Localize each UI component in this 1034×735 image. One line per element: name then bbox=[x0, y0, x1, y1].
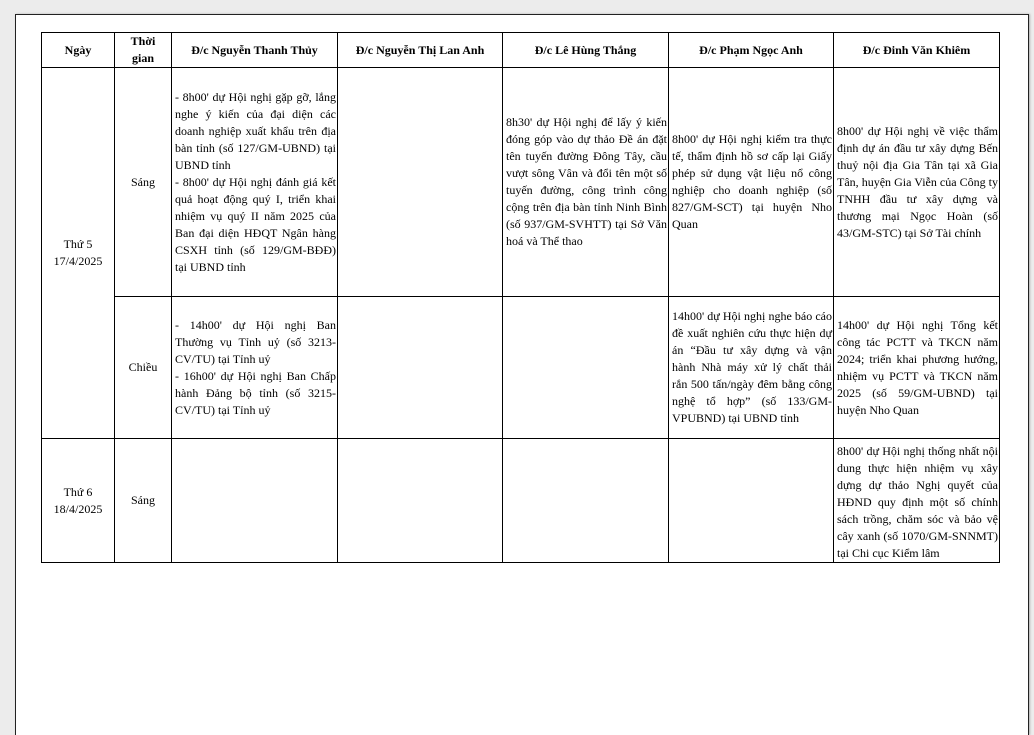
header-time bbox=[115, 33, 172, 68]
schedule-table bbox=[41, 32, 1000, 563]
day-cell-thu5 bbox=[42, 68, 115, 439]
session-cell: Sáng bbox=[115, 439, 172, 563]
schedule-cell bbox=[669, 439, 834, 563]
table-row bbox=[42, 68, 1000, 297]
schedule-cell: 8h30' dự Hội nghị để lấy ý kiến đóng góp vào dự thảo Đề án đặt tên tuyến đường Đông Tây, cầu vượt sông Vân và đổi tên một số tuyến đường, công trình công cộng trên địa bàn tỉnh Ninh Bình (số 937/GM-SVHTT) tại Sở Văn hoá và Thể thao bbox=[503, 68, 669, 297]
session-cell: Chiều bbox=[115, 297, 172, 439]
document-page bbox=[15, 14, 1029, 735]
header-person-3: Đ/c Lê Hùng Thắng bbox=[503, 33, 669, 68]
schedule-entry: - 14h00' dự Hội nghị Ban Thường vụ Tỉnh uỷ (số 3213-CV/TU) tại Tỉnh uỷ bbox=[175, 317, 336, 366]
schedule-cell bbox=[172, 68, 338, 297]
header-time-line1: Thời bbox=[130, 34, 156, 48]
session-cell: Sáng bbox=[115, 68, 172, 297]
table-row bbox=[42, 297, 1000, 439]
schedule-cell bbox=[503, 439, 669, 563]
day-name: Thứ 6 bbox=[63, 484, 93, 499]
day-name: Thứ 5 bbox=[63, 237, 93, 251]
header-day: Ngày bbox=[42, 33, 115, 68]
header-row bbox=[42, 33, 1000, 68]
day-date: 17/4/2025 bbox=[53, 254, 103, 268]
header-person-5: Đ/c Đinh Văn Khiêm bbox=[834, 33, 1000, 68]
table-row bbox=[42, 439, 1000, 563]
schedule-cell bbox=[172, 439, 338, 563]
schedule-entry: - 8h00' dự Hội nghị đánh giá kết quả hoạt động quý I, triển khai nhiệm vụ quý II năm 2025 của Ban đại diện HĐQT Ngân hàng CSXH tỉnh (số 129/GM-BĐĐ) tại UBND tỉnh bbox=[175, 174, 336, 274]
schedule-cell: 8h00' dự Hội nghị kiểm tra thực tế, thẩm định hồ sơ cấp lại Giấy phép sử dụng vật liệu nổ công nghiệp cho doanh nghiệp (số 827/GM-SCT) tại huyện Nho Quan bbox=[669, 68, 834, 297]
schedule-cell bbox=[503, 297, 669, 439]
schedule-cell: 14h00' dự Hội nghị Tổng kết công tác PCTT và TKCN năm 2024; triển khai phương hướng, nhiệm vụ PCTT và TKCN năm 2025 (số 59/GM-UBND) tại huyện Nho Quan bbox=[834, 297, 1000, 439]
schedule-cell: 8h00' dự Hội nghị về việc thẩm định dự án đầu tư xây dựng Bến thuỷ nội địa Gia Tân tại xã Gia Tân, huyện Gia Viễn của Công ty TNHH đầu tư xây dựng và thương mại Ngọc Hoàn (số 43/GM-STC) tại Sở Tài chính bbox=[834, 68, 1000, 297]
schedule-cell bbox=[338, 297, 503, 439]
schedule-cell bbox=[338, 439, 503, 563]
day-cell-thu6 bbox=[42, 439, 115, 563]
schedule-cell bbox=[338, 68, 503, 297]
header-person-1: Đ/c Nguyễn Thanh Thủy bbox=[172, 33, 338, 68]
schedule-entry: - 8h00' dự Hội nghị gặp gỡ, lắng nghe ý kiến của đại diện các doanh nghiệp xuất khẩu trên địa bàn tỉnh (số 127/GM-UBND) tại UBND tỉnh bbox=[175, 89, 336, 172]
day-date: 18/4/2025 bbox=[53, 501, 103, 516]
header-time-line2: gian bbox=[131, 51, 154, 65]
schedule-entry: - 16h00' dự Hội nghị Ban Chấp hành Đảng bộ tỉnh (số 3215-CV/TU) tại Tỉnh uỷ bbox=[175, 368, 336, 417]
header-person-2: Đ/c Nguyễn Thị Lan Anh bbox=[338, 33, 503, 68]
schedule-cell: 14h00' dự Hội nghị nghe báo cáo đề xuất nghiên cứu thực hiện dự án “Đầu tư xây dựng và vận hành Nhà máy xử lý chất thải rắn 500 tấn/ngày đêm bằng công nghệ tổ hợp” (số 133/GM-VPUBND) tại UBND tỉnh bbox=[669, 297, 834, 439]
schedule-cell: 8h00' dự Hội nghị thống nhất nội dung thực hiện nhiệm vụ xây dựng dự thảo Nghị quyết của HĐND quy định một số chính sách trồng, chăm sóc và bảo vệ cây xanh (số 1070/GM-SNNMT) tại Chi cục Kiểm lâm bbox=[834, 439, 1000, 563]
schedule-cell bbox=[172, 297, 338, 439]
header-person-4: Đ/c Phạm Ngọc Anh bbox=[669, 33, 834, 68]
